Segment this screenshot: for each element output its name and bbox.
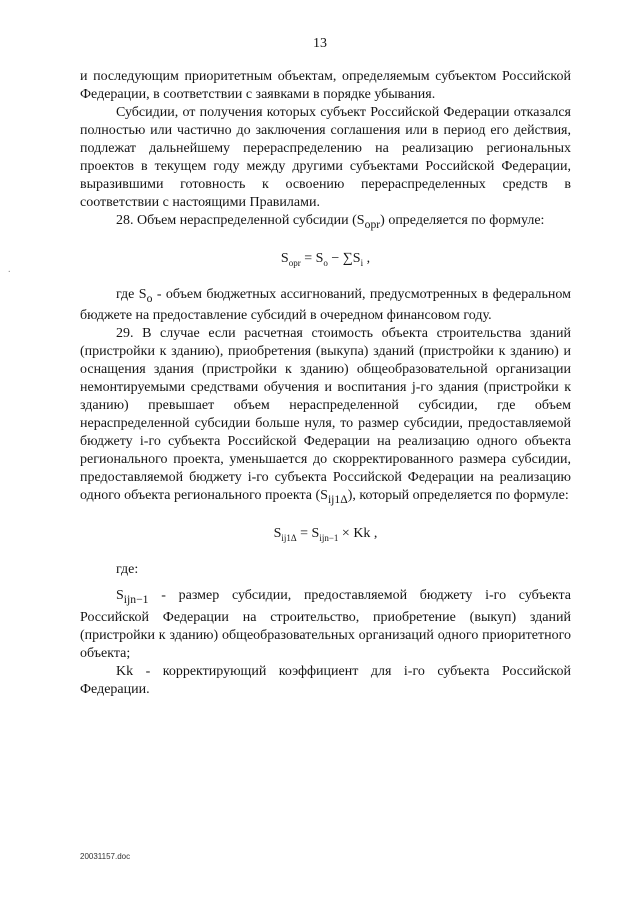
paragraph: и последующим приоритетным объектам, определяемым субъектом Российской Федерации, в соответствии с заявками в порядке убывания. xyxy=(80,69,571,102)
paragraph: где $S_o$ - объем бюджетных ассигнований, предусмотренных в федеральном бюджете на предоставление субсидий в очередном финансовом году. xyxy=(80,286,571,324)
document-body xyxy=(80,68,571,699)
paragraph: Kk - корректирующий коэффициент для i-го субъекта Российской Федерации. xyxy=(80,663,571,697)
footer-filename: 20031157.doc xyxy=(80,852,131,861)
paragraph: $S_{ijn-1}$ - размер субсидии, предоставляемой бюджету i-го субъекта Российской Федерации на строительство, приобретение (выкуп) зданий (пристройки к зданию) общеобразовательных организаций одного приоритетного объекта; xyxy=(80,587,571,661)
margin-mark: . xyxy=(8,264,11,275)
paragraph: 29. В случае если расчетная стоимость объекта строительства зданий (пристройки к зданию), приобретения (выкупа) зданий (пристройки к зданию) и оснащения здания (пристройки к зданию) общеобразовательной организации немонтируемыми средствами обучения и воспитания j-го здания (пристройки к зданию) превышает объем нераспределенной субсидии, где объем нераспределенной субсидии больше нуля, то размер субсидии, предоставляемой бюджету i-го субъекта Российской Федерации на реализацию одного объекта регионального проекта, уменьшается до скорректированного размера субсидии, предоставляемой бюджету i-го субъекта Российской Федерации на реализацию одного объекта регионального проекта $(S_{ij1\Delta})$, который определяется по формуле: xyxy=(80,326,571,507)
paragraph: где: xyxy=(116,561,139,577)
paragraph: 28. Объем нераспределенной субсидии $(S_{opr})$ определяется по формуле: xyxy=(116,213,545,231)
formula: $S_{opr} = S_o - \sum S_i$ , xyxy=(280,250,371,268)
paragraph: Субсидии, от получения которых субъект Российской Федерации отказался полностью или частично до заключения соглашения или в период его действия, подлежат дальнейшему перераспределению на реализацию региональных проектов в текущем году между другими субъектами Российской Федерации, выразившими готовность к освоению перераспределенных средств в соответствии с настоящими Правилами. xyxy=(80,105,571,210)
formula: $S_{ij1\Delta} = S_{ijn-1} \times Kk$ , xyxy=(273,526,378,543)
page-number: 13 xyxy=(313,36,327,51)
